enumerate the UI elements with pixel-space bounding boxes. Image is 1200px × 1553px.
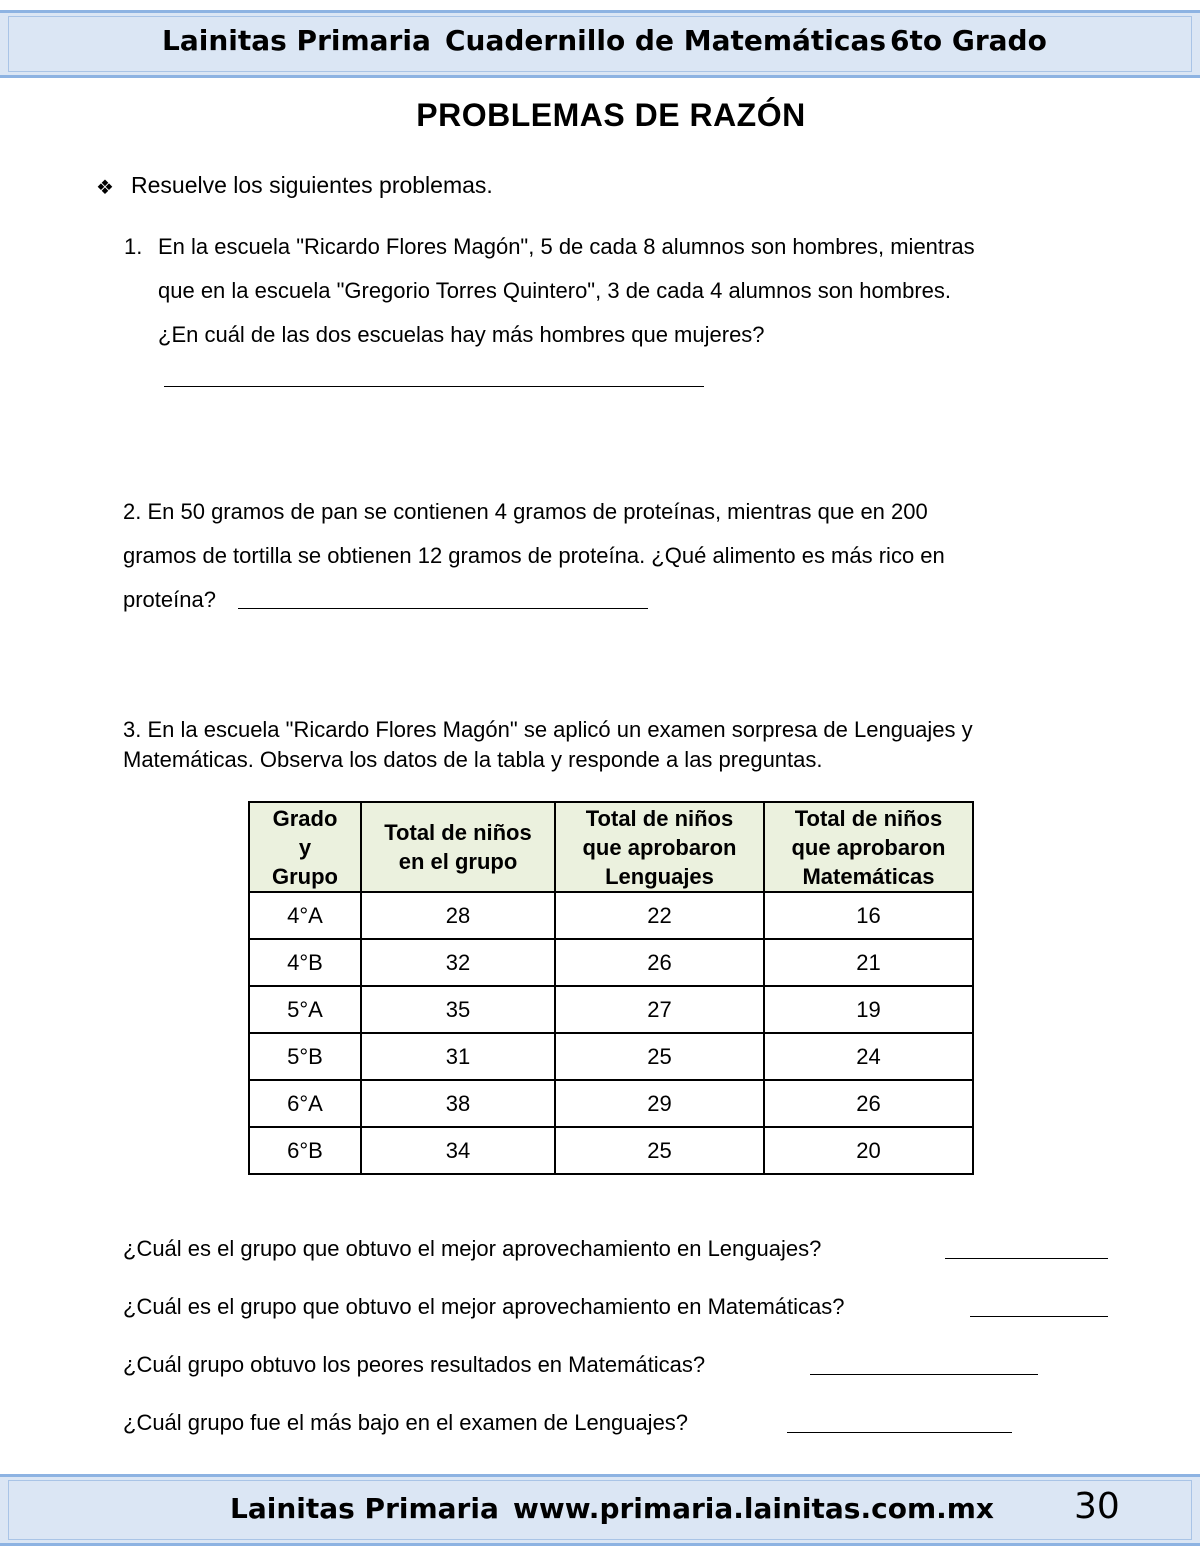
page-number: 30 — [1074, 1486, 1120, 1527]
instruction-text: Resuelve los siguientes problemas. — [131, 172, 493, 198]
results-table — [248, 801, 974, 1175]
col-header-passed-math: Total de niños que aprobaron Matemáticas — [764, 802, 973, 892]
table-cell: 4°A — [249, 892, 361, 939]
table-cell: 26 — [555, 939, 764, 986]
header-subject: Cuadernillo de Matemáticas — [445, 24, 887, 57]
table-row — [249, 939, 973, 986]
problem1-line2: que en la escuela "Gregorio Torres Quintero", 3 de cada 4 alumnos son hombres. — [158, 278, 951, 303]
table-cell: 25 — [555, 1033, 764, 1080]
table-cell: 32 — [361, 939, 555, 986]
problem2-line1: 2. En 50 gramos de pan se contienen 4 gramos de proteínas, mientras que en 200 — [123, 499, 928, 524]
col-header-grade-group: Grado y Grupo — [249, 802, 361, 892]
table-row — [249, 986, 973, 1033]
question-1: ¿Cuál es el grupo que obtuvo el mejor aprovechamiento en Lenguajes? — [123, 1236, 822, 1261]
table-cell: 25 — [555, 1127, 764, 1174]
col-header-passed-languages: Total de niños que aprobaron Lenguajes — [555, 802, 764, 892]
table-cell: 34 — [361, 1127, 555, 1174]
table-cell: 20 — [764, 1127, 973, 1174]
problem2-line3: proteína? — [123, 587, 216, 612]
diamond-bullet-icon: ❖ — [96, 177, 114, 199]
problem1-answer-line[interactable] — [164, 386, 704, 387]
table-cell: 5°B — [249, 1033, 361, 1080]
col-header-total-children: Total de niños en el grupo — [361, 802, 555, 892]
table-cell: 16 — [764, 892, 973, 939]
table-cell: 31 — [361, 1033, 555, 1080]
table-cell: 4°B — [249, 939, 361, 986]
header-grade: 6to Grado — [890, 24, 1047, 57]
question-1-answer-line[interactable] — [945, 1258, 1108, 1259]
problem1-line1: En la escuela "Ricardo Flores Magón", 5 de cada 8 alumnos son hombres, mientras — [158, 234, 975, 259]
problem2-line2: gramos de tortilla se obtienen 12 gramos de proteína. ¿Qué alimento es más rico en — [123, 543, 945, 568]
table-row — [249, 892, 973, 939]
table-cell: 38 — [361, 1080, 555, 1127]
footer-url[interactable]: www.primaria.lainitas.com.mx — [513, 1492, 994, 1525]
footer-school: Lainitas Primaria — [230, 1492, 499, 1525]
table-cell: 28 — [361, 892, 555, 939]
table-row — [249, 1033, 973, 1080]
question-3: ¿Cuál grupo obtuvo los peores resultados en Matemáticas? — [123, 1352, 706, 1377]
header-school: Lainitas Primaria — [162, 24, 431, 57]
question-4: ¿Cuál grupo fue el más bajo en el examen de Lenguajes? — [123, 1410, 689, 1435]
question-2-answer-line[interactable] — [970, 1316, 1108, 1317]
table-cell: 24 — [764, 1033, 973, 1080]
problem1-number: 1. — [124, 234, 143, 259]
table-row — [249, 1127, 973, 1174]
table-row — [249, 1080, 973, 1127]
table-header-row — [249, 802, 973, 892]
table-cell: 27 — [555, 986, 764, 1033]
table-cell: 5°A — [249, 986, 361, 1033]
question-4-answer-line[interactable] — [787, 1432, 1012, 1433]
table-cell: 6°B — [249, 1127, 361, 1174]
page-title: PROBLEMAS DE RAZÓN — [416, 97, 806, 133]
table-cell: 6°A — [249, 1080, 361, 1127]
table-cell: 26 — [764, 1080, 973, 1127]
problem3-line2: Matemáticas. Observa los datos de la tabla y responde a las preguntas. — [123, 747, 823, 772]
question-2: ¿Cuál es el grupo que obtuvo el mejor aprovechamiento en Matemáticas? — [123, 1294, 845, 1319]
problem1-line3: ¿En cuál de las dos escuelas hay más hombres que mujeres? — [158, 322, 765, 347]
table-cell: 19 — [764, 986, 973, 1033]
table-cell: 35 — [361, 986, 555, 1033]
problem3-line1: 3. En la escuela "Ricardo Flores Magón" se aplicó un examen sorpresa de Lenguajes y — [123, 717, 973, 742]
table-cell: 21 — [764, 939, 973, 986]
table-cell: 22 — [555, 892, 764, 939]
problem2-answer-line[interactable] — [238, 608, 648, 609]
question-3-answer-line[interactable] — [810, 1374, 1038, 1375]
table-cell: 29 — [555, 1080, 764, 1127]
